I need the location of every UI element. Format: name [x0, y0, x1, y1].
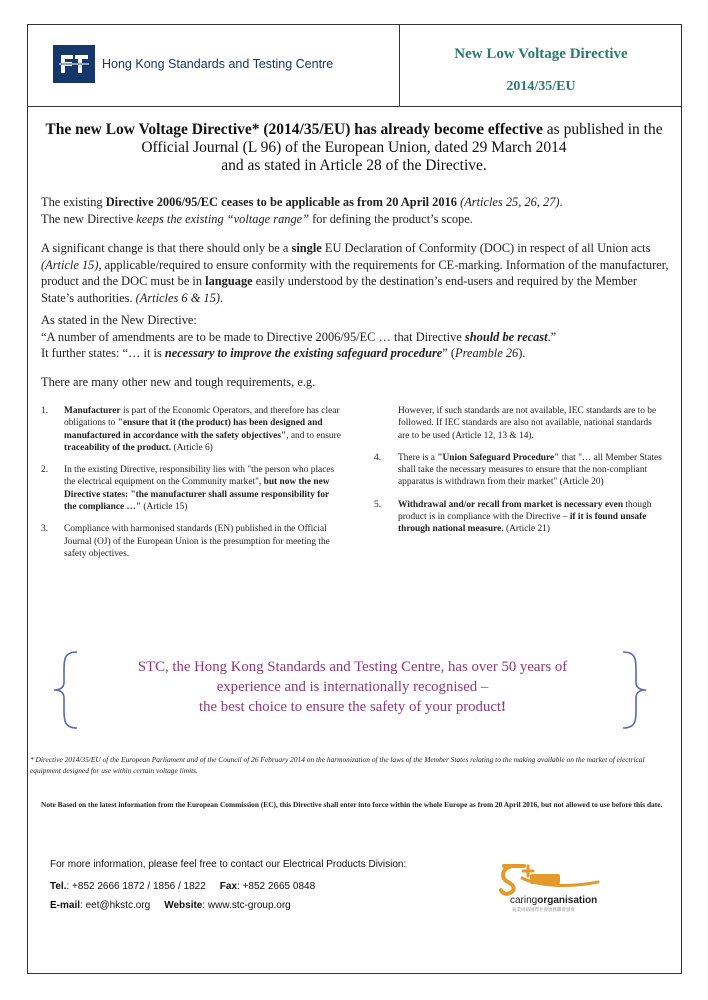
text-span: (Article 15) [141, 502, 188, 513]
directive-number: 2014/35/EU [506, 79, 576, 94]
stc-logo-icon [53, 45, 95, 83]
contact-email-web [50, 900, 291, 911]
promo-statement [80, 657, 625, 717]
website-label: Website [164, 900, 203, 911]
website-link[interactable]: : www.stc-group.org [202, 900, 291, 911]
list-number: 2. [41, 465, 49, 476]
italic-span: Preamble 26 [455, 346, 519, 360]
bold-italic-span: necessary to improve the existing safeguard procedure [164, 346, 443, 360]
tel-value: : +852 2666 1872 / 1856 / 1822 [66, 881, 206, 892]
text-span: , applicable/required to ensure conformity with the requirements for CE-marking. Information of the manufacturer, product and the DOC must be in [41, 257, 669, 288]
promo-line: STC, the Hong Kong Standards and Testing Centre, has over 50 years of [137, 659, 568, 675]
note: Note Based on the latest information from the European Commission (EC), this Directive shall enter into force within the whole Europe as from 20 April 2016, but not allowed to use before this date. [41, 800, 663, 809]
list-number: 1. [41, 406, 49, 416]
text-span: Compliance with harmonised standards (EN) published in the Official Journal (OJ) of the European Union is the presumption for meeting the safety objectives. [64, 524, 330, 559]
italic-span: keeps the existing “voltage range” [136, 211, 310, 226]
bold-span: traceability of the product. [64, 442, 172, 453]
paragraph-declaration-of-conformity [41, 240, 671, 306]
caring-organisation-text [510, 895, 597, 906]
requirements-list-left [41, 405, 341, 570]
text-span: for defining the product’s scope. [309, 211, 473, 226]
list-item [41, 523, 341, 560]
list-item-continuation: However, if such standards are not available, IEC standards are to be followed. If IEC standards are also not available, national standards are to be used (Article 12, 13 & 14). [398, 406, 657, 441]
text-span: A significant change is that there should only be a [41, 241, 292, 255]
list-number: 4. [374, 452, 382, 463]
list-item [363, 499, 663, 536]
text-span: (Article 6) [171, 442, 213, 453]
left-brace-icon [50, 650, 80, 735]
headline-rest-1: as published in the Official Journal (L 96) of the European Union, dated 29 March 2014 [141, 121, 663, 156]
requirements-list-right [363, 405, 663, 546]
text-span: There is a [398, 452, 438, 463]
text-span: In the existing Directive, responsibility lies with "the person who places the electrical equipment on the Community market", [64, 465, 335, 488]
fax-value: : +852 2665 0848 [237, 881, 316, 892]
text-span: It further states: “… it is [41, 346, 165, 360]
bold-span: "Union Safeguard Procedure" [437, 452, 560, 463]
tel-label: Tel. [50, 881, 67, 892]
bold-span: Directive 2006/95/EC ceases to be applicable as from 20 April 2016 [105, 195, 457, 209]
text-span: (Article 21) [503, 524, 550, 535]
bold-italic-span: should be recast [464, 329, 548, 344]
promo-exclamation: ! [501, 699, 506, 715]
promo-line: the best choice to ensure the safety of your product [199, 699, 502, 715]
text-span: , and to ensure [286, 430, 341, 441]
header [27, 24, 682, 107]
list-number: 5. [374, 499, 382, 510]
directive-title: New Low Voltage Directive [454, 46, 628, 62]
headline-bold: The new Low Voltage Directive* (2014/35/EU) has already become effective [45, 121, 543, 138]
paragraph-new-directive-quote [41, 312, 671, 362]
email-label: E-mail [50, 900, 81, 911]
text-span: is part of the Economic Operators, and therefore has clear obligations to [64, 406, 340, 429]
bold-span: "ensure that it (the product) has been designed and manufactured in accordance with the safety objectives" [64, 418, 323, 441]
text-span: though product is in compliance with the Directive – [398, 499, 652, 523]
text-span: As stated in the New Directive: [41, 313, 197, 327]
paragraph-directive-validity [41, 194, 671, 227]
bold-span: Manufacturer [64, 406, 121, 416]
bold-span: single [291, 241, 322, 255]
text-span: The new Directive [41, 211, 137, 226]
text-span: that "… all Member States shall take the necessary measures to ensure that the non-compliant apparatus is withdrawn from their market" (Article 20) [398, 452, 662, 488]
list-item [41, 405, 341, 454]
italic-span: (Article 15) [41, 257, 99, 272]
text-span: . [559, 195, 563, 209]
text-span: . [219, 290, 224, 305]
bold-span: but now the new Directive states: "the manufacturer shall assume responsibility for the compliance …" [64, 477, 330, 513]
caring-organisation-subtext: 商業同路國際社會服務聯會頒發 [512, 907, 575, 912]
caring-word: caring [510, 895, 538, 906]
list-item [41, 464, 341, 513]
bold-span: language [205, 274, 253, 288]
paragraph-requirements-intro: There are many other new and tough requirements, e.g. [41, 375, 316, 389]
text-span: easily understood by the destination’s end-users and required by the Member State’s authorities. [41, 274, 638, 305]
bold-span: Withdrawal and/or recall from market is necessary even [398, 499, 624, 510]
headline [40, 121, 668, 175]
headline-rest-2: and as stated in Article 28 of the Directive. [221, 157, 487, 174]
footnote: * Directive 2014/35/EU of the European Parliament and of the Council of 26 February 2014 on the harmonization of the laws of the Member States relating to the making available on the market of electrical equipment designed for use within certain voltage limits. [30, 755, 645, 775]
list-number: 3. [41, 524, 49, 535]
text-span: .” [547, 329, 557, 344]
org-name: Hong Kong Standards and Testing Centre [102, 57, 334, 71]
text-span: EU Declaration of Conformity (DOC) in respect of all Union acts [321, 241, 651, 255]
contact-intro: For more information, please feel free to contact our Electrical Products Division: [50, 859, 407, 870]
italic-span: (Articles 25, 26, 27) [456, 195, 560, 209]
text-span: ). [518, 346, 526, 360]
text-span: The existing [41, 195, 106, 209]
italic-span: (Articles 6 & 15) [135, 290, 220, 305]
contact-phone-fax [50, 881, 315, 892]
fax-label: Fax [219, 881, 238, 892]
organisation-word: organisation [537, 895, 598, 906]
text-span: ” ( [442, 346, 456, 360]
list-item [363, 452, 663, 489]
text-span: “A number of amendments are to be made to Directive 2006/95/EC … that Directive [41, 329, 465, 344]
bold-span: if it is found unsafe through national measure. [398, 512, 647, 535]
email-link[interactable]: : eet@hkstc.org [80, 900, 151, 911]
promo-line: experience and is internationally recognised – [216, 679, 489, 695]
